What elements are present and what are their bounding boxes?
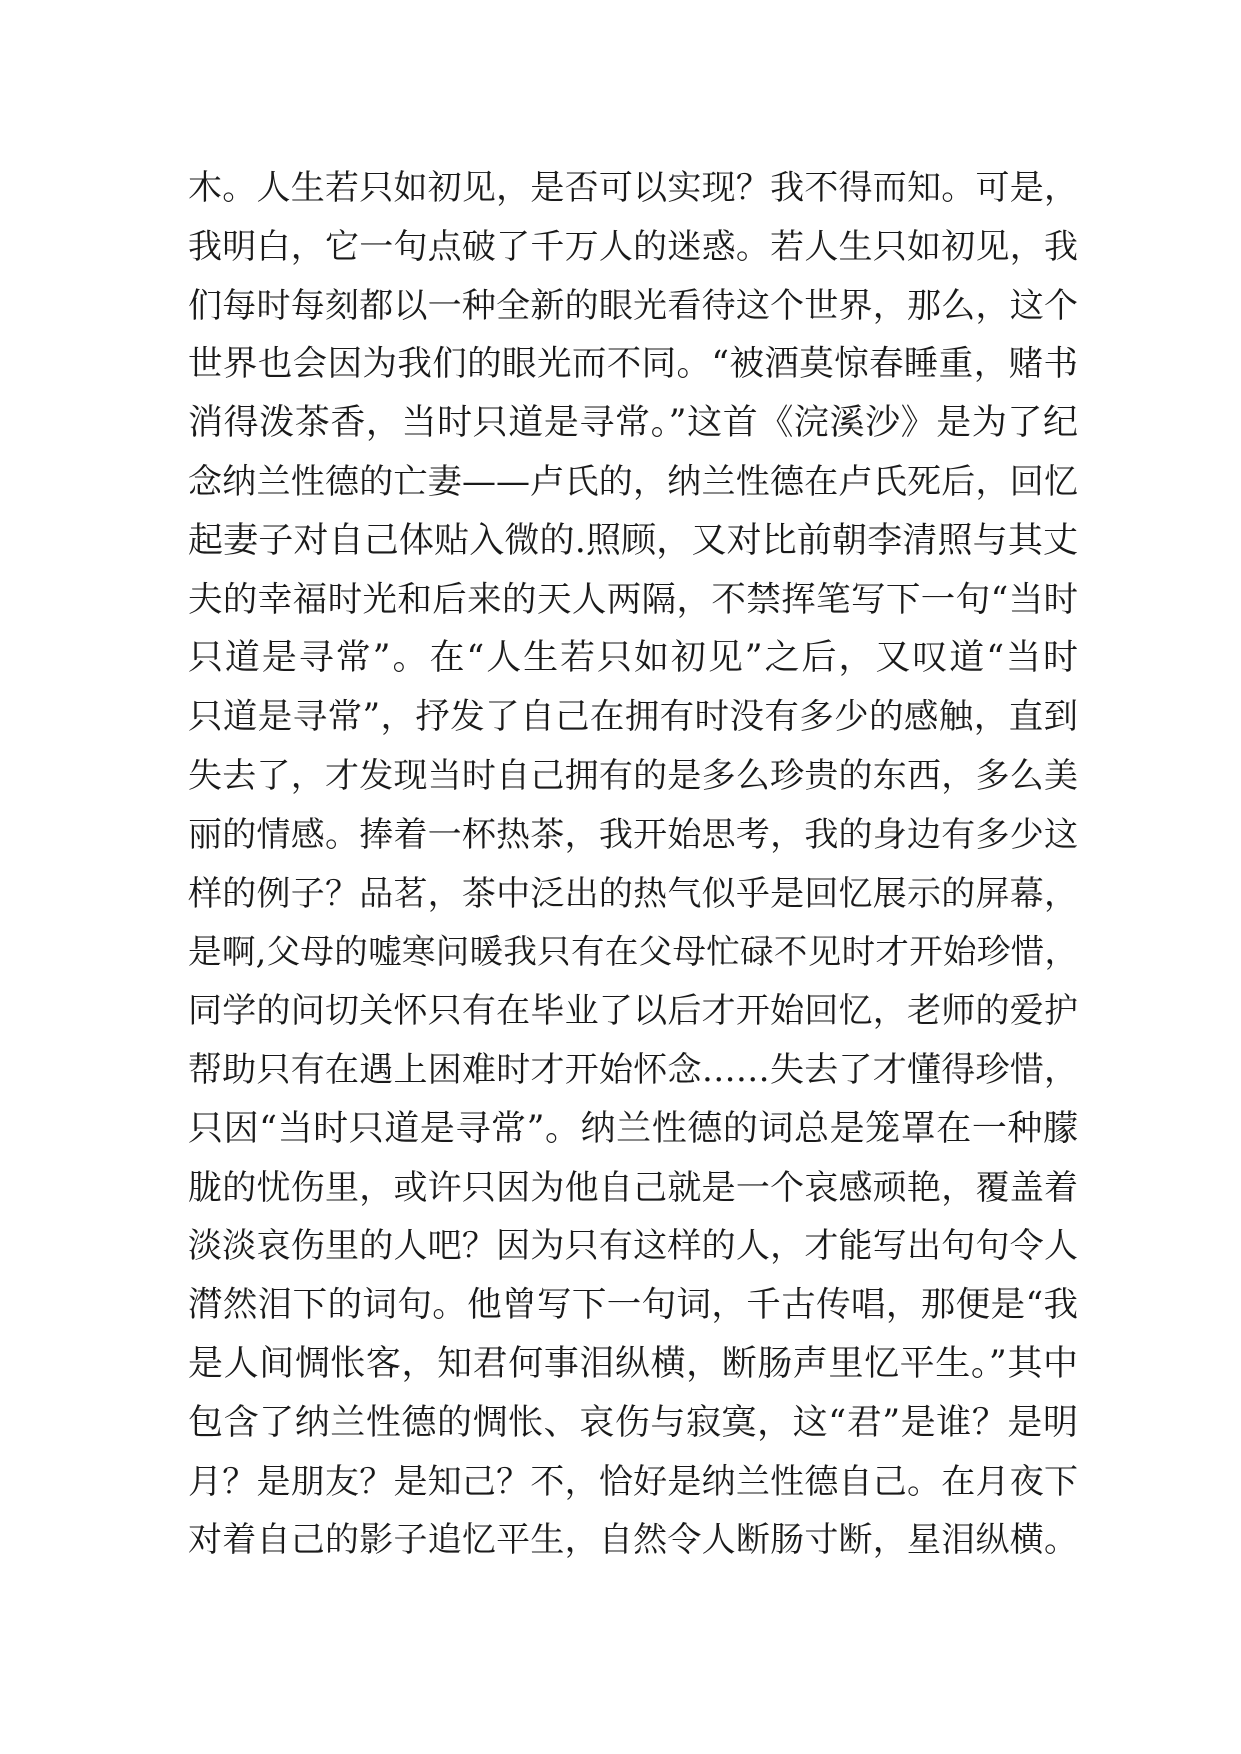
text-line: 消得泼茶香，当时只道是寻常。”这首《浣溪沙》是为了纪 <box>188 403 1078 444</box>
body-text <box>188 159 1078 1570</box>
text-line: 同学的问切关怀只有在毕业了以后才开始回忆，老师的爱护 <box>188 991 1078 1032</box>
text-line: 世界也会因为我们的眼光而不同。“被酒莫惊春睡重，赌书 <box>188 344 1078 385</box>
text-line: 我明白，它一句点破了千万人的迷惑。若人生只如初见，我 <box>188 226 1078 267</box>
text-line: 是啊,父母的嘘寒问暖我只有在父母忙碌不见时才开始珍惜， <box>188 932 1078 972</box>
text-line: 样的例子？品茗，茶中泛出的热气似乎是回忆展示的屏幕， <box>188 873 1078 914</box>
text-line: 胧的忧伤里，或许只因为他自己就是一个哀感顽艳，覆盖着 <box>188 1167 1078 1208</box>
text-line: 丽的情感。捧着一杯热茶，我开始思考，我的身边有多少这 <box>188 814 1078 855</box>
text-line: 是人间惆怅客，知君何事泪纵横，断肠声里忆平生。”其中 <box>188 1343 1078 1384</box>
text-line: 们每时每刻都以一种全新的眼光看待这个世界，那么，这个 <box>188 285 1078 326</box>
text-line: 失去了，才发现当时自己拥有的是多么珍贵的东西，多么美 <box>188 755 1078 796</box>
text-line: 木。人生若只如初见，是否可以实现？我不得而知。可是， <box>188 168 1078 208</box>
text-line: 潸然泪下的词句。他曾写下一句词，千古传唱，那便是“我 <box>188 1285 1078 1326</box>
text-line: 只因“当时只道是寻常”。纳兰性德的词总是笼罩在一种朦 <box>188 1108 1078 1149</box>
text-line: 念纳兰性德的亡妻——卢氏的，纳兰性德在卢氏死后，回忆 <box>188 461 1078 502</box>
text-line: 淡淡哀伤里的人吧？因为只有这样的人，才能写出句句令人 <box>188 1226 1078 1267</box>
text-line: 包含了纳兰性德的惆怅、哀伤与寂寞，这“君”是谁？是明 <box>188 1402 1078 1443</box>
text-line: 只道是寻常”。在“人生若只如初见”之后，又叹道“当时 <box>188 638 1078 679</box>
text-line: 帮助只有在遇上困难时才开始怀念……失去了才懂得珍惜， <box>188 1049 1078 1090</box>
text-line: 只道是寻常”，抒发了自己在拥有时没有多少的感触，直到 <box>188 697 1078 738</box>
text-line: 对着自己的影子追忆平生，自然令人断肠寸断，星泪纵横。 <box>188 1520 1078 1561</box>
text-line: 起妻子对自己体贴入微的.照顾，又对比前朝李清照与其丈 <box>188 520 1078 561</box>
text-line: 月？是朋友？是知己？不，恰好是纳兰性德自己。在月夜下 <box>188 1461 1078 1502</box>
text-line: 夫的幸福时光和后来的天人两隔，不禁挥笔写下一句“当时 <box>188 579 1078 620</box>
